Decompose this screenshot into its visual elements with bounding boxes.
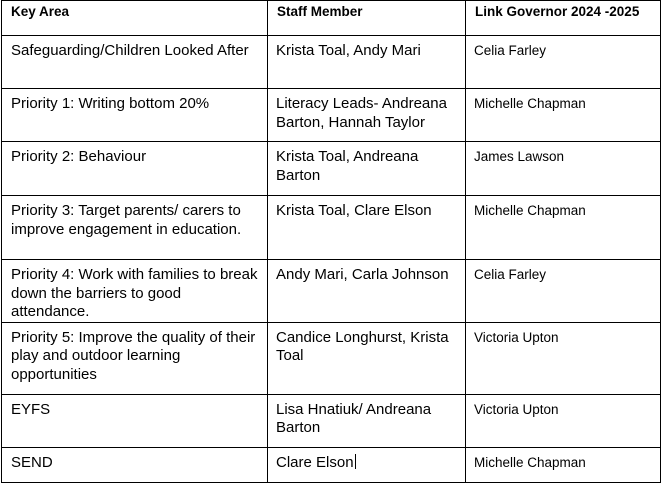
link-governor-cell[interactable]: Celia Farley (466, 260, 661, 323)
link-governor-cell[interactable]: Celia Farley (466, 36, 661, 89)
link-governor-cell[interactable]: Victoria Upton (466, 394, 661, 447)
table-row (2, 36, 661, 89)
header-staff-member[interactable]: Staff Member (268, 1, 466, 36)
staff-member-text: Clare Elson (276, 453, 354, 471)
text-cursor (355, 454, 356, 469)
staff-member-cell[interactable]: Lisa Hnatiuk/ Andreana Barton (268, 394, 466, 447)
table-row (2, 447, 661, 482)
table-row (2, 89, 661, 142)
key-area-cell[interactable]: Priority 1: Writing bottom 20% (2, 89, 268, 142)
table-row (2, 394, 661, 447)
staff-member-cell[interactable] (268, 447, 466, 482)
staff-member-cell[interactable]: Krista Toal, Andy Mari (268, 36, 466, 89)
staff-member-cell[interactable]: Candice Longhurst, Krista Toal (268, 322, 466, 394)
link-governor-cell[interactable]: Michelle Chapman (466, 447, 661, 482)
link-governor-cell[interactable]: Michelle Chapman (466, 196, 661, 260)
header-row (2, 1, 661, 36)
key-area-cell[interactable]: Priority 3: Target parents/ carers to improve engagement in education. (2, 196, 268, 260)
table-row (2, 322, 661, 394)
table-row (2, 260, 661, 323)
table-row (2, 196, 661, 260)
staff-member-cell[interactable]: Literacy Leads- Andreana Barton, Hannah Taylor (268, 89, 466, 142)
header-key-area[interactable]: Key Area (2, 1, 268, 36)
link-governor-cell[interactable]: James Lawson (466, 142, 661, 196)
staff-member-cell[interactable]: Krista Toal, Clare Elson (268, 196, 466, 260)
link-governor-cell[interactable]: Victoria Upton (466, 322, 661, 394)
key-area-cell[interactable]: SEND (2, 447, 268, 482)
key-area-cell[interactable]: Priority 4: Work with families to break down the barriers to good attendance. (2, 260, 268, 323)
key-area-cell[interactable]: Priority 5: Improve the quality of their play and outdoor learning opportunities (2, 322, 268, 394)
key-area-cell[interactable]: Safeguarding/Children Looked After (2, 36, 268, 89)
staff-member-cell[interactable]: Andy Mari, Carla Johnson (268, 260, 466, 323)
header-link-governor[interactable]: Link Governor 2024 -2025 (466, 1, 661, 36)
governor-link-table (1, 0, 661, 483)
key-area-cell[interactable]: Priority 2: Behaviour (2, 142, 268, 196)
link-governor-cell[interactable]: Michelle Chapman (466, 89, 661, 142)
key-area-cell[interactable]: EYFS (2, 394, 268, 447)
table-row (2, 142, 661, 196)
staff-member-cell[interactable]: Krista Toal, Andreana Barton (268, 142, 466, 196)
